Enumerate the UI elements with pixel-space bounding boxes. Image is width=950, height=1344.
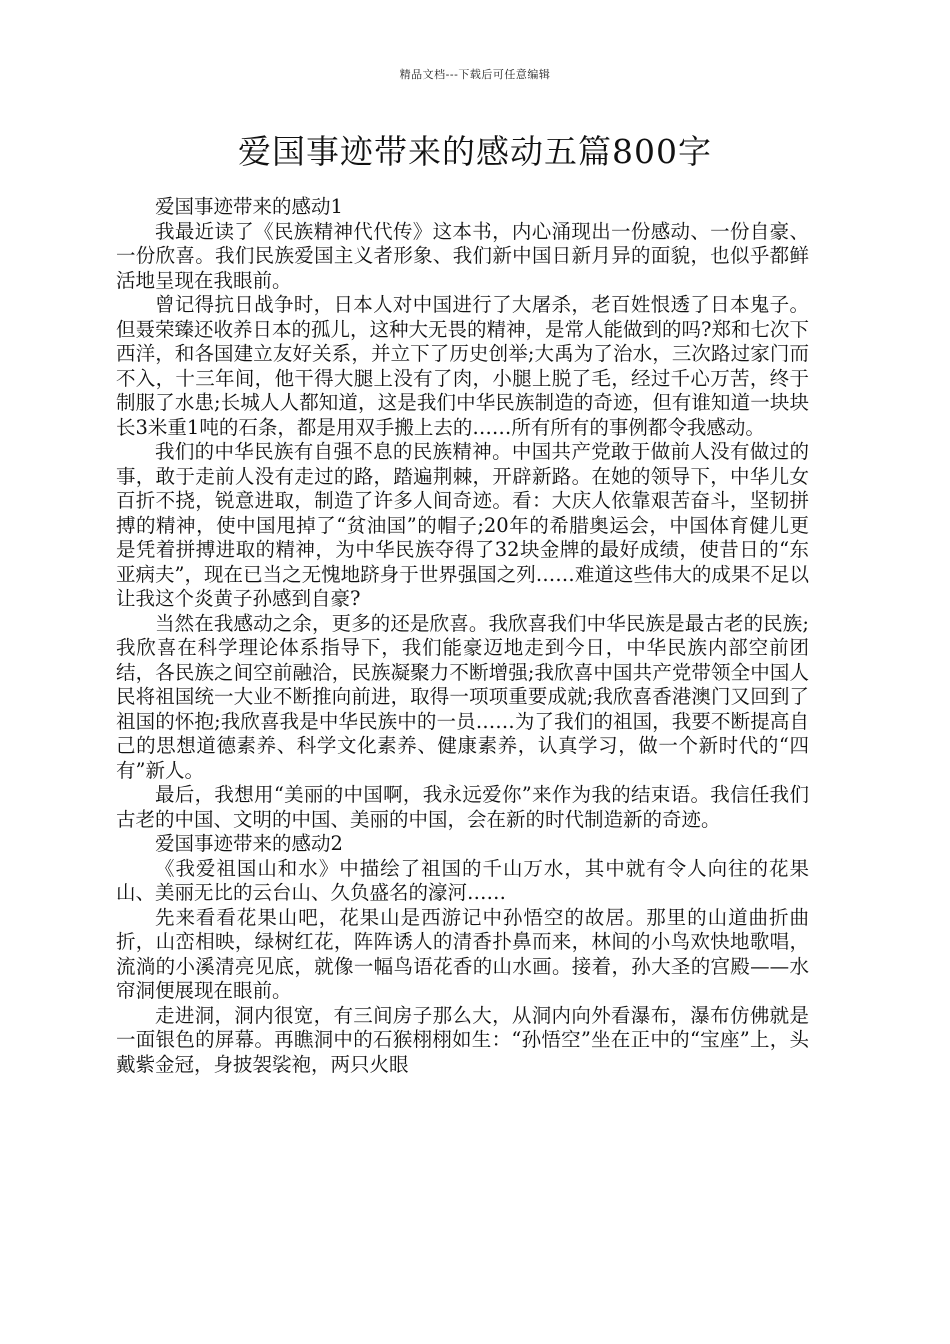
paragraph: 我最近读了《民族精神代代传》这本书，内心涌现出一份感动、一份自豪、一份欣喜。我们民族爱国主义者形象、我们新中国日新月异的面貌，也似乎都鲜活地呈现在我眼前。: [116, 219, 809, 292]
paragraph: 当然在我感动之余，更多的还是欣喜。我欣喜我们中华民族是最古老的民族;我欣喜在科学理论体系指导下，我们能豪迈地走到今日，中华民族内部空前团结，各民族之间空前融洽，民族凝聚力不断增强;我欣喜中国共产党带领全中国人民将祖国统一大业不断推向前进，取得一项项重要成就;我欣喜香港澳门又回到了祖国的怀抱;我欣喜我是中华民族中的一员……为了我们的祖国，我要不断提高自己的思想道德素养、科学文化素养、健康素养，认真学习，做一个新时代的“四有”新人。: [116, 611, 809, 782]
paragraph: 最后，我想用“美丽的中国啊，我永远爱你”来作为我的结束语。我信任我们古老的中国、文明的中国、美丽的中国，会在新的时代制造新的奇迹。: [116, 783, 809, 831]
paragraph: 《我爱祖国山和水》中描绘了祖国的千山万水，其中就有令人向往的花果山、美丽无比的云台山、久负盛名的濠河……: [116, 856, 809, 904]
section-heading: 爱国事迹带来的感动1: [155, 195, 343, 218]
paragraph: 我们的中华民族有自强不息的民族精神。中国共产党敢于做前人没有做过的事，敢于走前人没有走过的路，踏遍荆棘，开辟新路。在她的领导下，中华儿女百折不挠，锐意进取，制造了许多人间奇迹。看：大庆人依靠艰苦奋斗，坚韧拼搏的精神，使中国甩掉了“贫油国”的帽子;20年的希腊奥运会，中国体育健儿更是凭着拼搏进取的精神，为中华民族夺得了32块金牌的最好成绩，使昔日的“东亚病夫”，现在已当之无愧地跻身于世界强国之列……难道这些伟大的成果不足以让我这个炎黄子孙感到自豪?: [116, 440, 809, 610]
document-body: [116, 195, 809, 1077]
document-title: 爱国事迹带来的感动五篇800字: [238, 132, 712, 171]
section-heading: 爱国事迹带来的感动2: [155, 832, 343, 855]
paragraph: 曾记得抗日战争时，日本人对中国进行了大屠杀，老百姓恨透了日本鬼子。但聂荣臻还收养日本的孤儿，这种大无畏的精神，是常人能做到的吗?郑和七次下西洋，和各国建立友好关系，并立下了历史创举;大禹为了治水，三次路过家门而不入，十三年间，他干得大腿上没有了肉，小腿上脱了毛，经过千心万苦，终于制服了水患;长城人人都知道，这是我们中华民族制造的奇迹，但有谁知道一块块长3米重1吨的石条，都是用双手搬上去的……所有所有的事例都令我感动。: [116, 293, 809, 439]
paragraph: 走进洞，洞内很宽，有三间房子那么大，从洞内向外看瀑布，瀑布仿佛就是一面银色的屏幕。再瞧洞中的石猴栩栩如生：“孙悟空”坐在正中的“宝座”上，头戴紫金冠，身披袈裟袍，两只火眼: [116, 1003, 809, 1076]
header-note: 精品文档---下载后可任意编辑: [399, 68, 551, 81]
paragraph: 先来看看花果山吧，花果山是西游记中孙悟空的故居。那里的山道曲折曲折，山峦相映，绿树红花，阵阵诱人的清香扑鼻而来，林间的小鸟欢快地歌唱，流淌的小溪清亮见底，就像一幅鸟语花香的山水画。接着，孙大圣的宫殿——水帘洞便展现在眼前。: [116, 905, 809, 1002]
